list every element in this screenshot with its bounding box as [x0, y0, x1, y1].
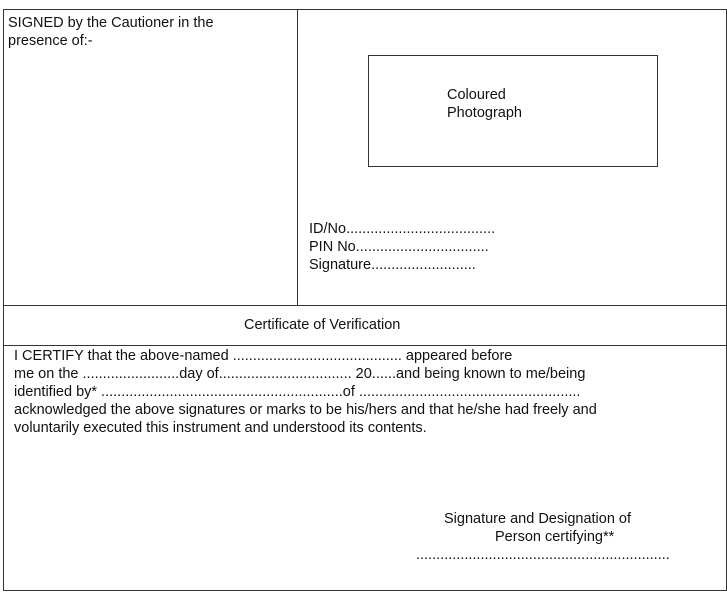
certificate-body-line: voluntarily executed this instrument and understood its contents.	[14, 420, 427, 436]
certificate-title-bottom-rule	[3, 345, 727, 346]
certificate-body-line: identified by* ............................................................of .......................................................	[14, 384, 581, 400]
pin-no-field: PIN No.................................	[309, 239, 489, 255]
certificate-title: Certificate of Verification	[244, 317, 401, 333]
photograph-label-line2: Photograph	[447, 105, 522, 121]
certificate-title-top-rule	[3, 305, 727, 306]
certificate-body-line: me on the ........................day of................................. 20......and being known to me/being	[14, 366, 586, 382]
signed-by-cautioner-line1: SIGNED by the Cautioner in the	[8, 15, 214, 31]
id-no-field: ID/No.....................................	[309, 221, 496, 237]
signature-field: Signature..........................	[309, 257, 476, 273]
signed-by-cautioner-line2: presence of:-	[8, 33, 93, 49]
certifier-signature-label-line1: Signature and Designation of	[444, 511, 632, 527]
certificate-body-line: acknowledged the above signatures or marks to be his/hers and that he/she had freely and	[14, 402, 597, 418]
certifier-signature-line: ...............................................................	[416, 547, 670, 563]
photograph-label-line1: Coloured	[447, 87, 506, 103]
top-column-divider	[297, 9, 298, 305]
certificate-body-line: I CERTIFY that the above-named .......................................... appeared before	[14, 348, 513, 364]
certifier-signature-label-line2: Person certifying**	[495, 529, 615, 545]
